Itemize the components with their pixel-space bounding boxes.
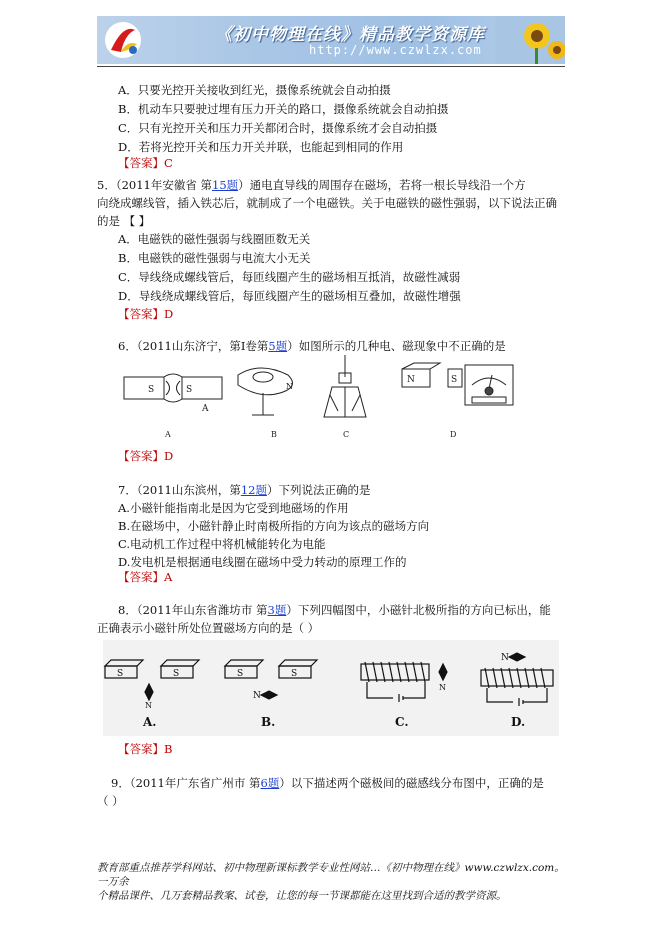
q8-stem-text: 8．（2011年山东省潍坊市 第 bbox=[118, 603, 268, 617]
q4-option-d: D．若将光控开关和压力开关并联，也能起到相同的作用 bbox=[118, 140, 404, 154]
q5-stem-text: ）通电直导线的周围存在磁场，若将一根长导线沿一个方 bbox=[238, 178, 526, 192]
q7-link[interactable]: 12题 bbox=[240, 483, 267, 497]
q9-stem-line1 bbox=[97, 775, 544, 791]
svg-text:N: N bbox=[407, 375, 415, 385]
q6-stem bbox=[118, 338, 506, 354]
q4-option-c: C．只有光控开关和压力开关都闭合时，摄像系统才会自动拍摄 bbox=[118, 121, 438, 135]
q8-fig-label-b: B. bbox=[261, 715, 276, 729]
q5-option-b: B．电磁铁的磁性强弱与电流大小无关 bbox=[118, 251, 311, 265]
q7-stem-text: ）下列说法正确的是 bbox=[266, 483, 371, 497]
svg-text:S: S bbox=[237, 669, 244, 679]
q7-option-b: B.在磁场中，小磁针静止时南极所指的方向为该点的磁场方向 bbox=[118, 519, 430, 533]
svg-text:N: N bbox=[145, 701, 152, 710]
q5-stem-line1 bbox=[97, 177, 526, 193]
q4-option-b: B．机动车只要驶过埋有压力开关的路口，摄像系统就会自动拍摄 bbox=[118, 102, 449, 116]
q6-fig-b-compass bbox=[238, 368, 293, 415]
q6-fig-a-magnets bbox=[124, 374, 222, 414]
q9-stem-text: 9．（2011年广东省广州市 第 bbox=[111, 776, 261, 790]
q5-stem-text: 5．（2011年安徽省 第 bbox=[97, 178, 212, 192]
footer-line-1: 教育部重点推荐学科网站、初中物理新课标教学专业性网站…《初中物理在线》www.czwlzx.com。一万余 bbox=[97, 862, 565, 888]
q4-answer: 【答案】C bbox=[118, 156, 173, 170]
svg-text:S: S bbox=[291, 669, 298, 679]
q5-link[interactable]: 15题 bbox=[212, 178, 239, 192]
q8-fig-label-d: D. bbox=[511, 715, 526, 729]
q6-answer: 【答案】D bbox=[118, 449, 174, 463]
q5-option-d: D．导线绕成螺线管后，每匝线圈产生的磁场相互叠加，故磁性增强 bbox=[118, 289, 461, 303]
q7-option-c: C.电动机工作过程中将机械能转化为电能 bbox=[118, 537, 326, 551]
page-footer bbox=[97, 861, 565, 903]
q8-stem-text: ）下列四幅图中，小磁针北极所指的方向已标出，能 bbox=[286, 603, 551, 617]
q6-fig-c-flask bbox=[324, 355, 366, 417]
q9-stem-text: ）以下描述两个磁极间的磁感线分布图中，正确的是 bbox=[279, 776, 544, 790]
svg-text:S: S bbox=[186, 385, 193, 395]
header-url[interactable]: http://www.czwlzx.com bbox=[309, 43, 482, 57]
q5-option-a: A．电磁铁的磁性强弱与线圈匝数无关 bbox=[118, 232, 311, 246]
sunflower-icon bbox=[495, 16, 565, 64]
q6-stem-text: 6．（2011山东济宁，第Ⅰ卷第 bbox=[118, 339, 269, 353]
q5-answer: 【答案】D bbox=[118, 307, 174, 321]
q5-option-c: C．导线绕成螺线管后，每匝线圈产生的磁场相互抵消，故磁性减弱 bbox=[118, 270, 461, 284]
q7-option-a: A.小磁针能指南北是因为它受到地磁场的作用 bbox=[118, 501, 349, 515]
q6-stem-text: ）如图所示的几种电、磁现象中不正确的是 bbox=[287, 339, 506, 353]
q6-fig-label-c: C bbox=[343, 430, 350, 439]
q8-fig-label-c: C. bbox=[395, 715, 409, 729]
svg-text:N: N bbox=[253, 691, 261, 701]
q8-figure bbox=[103, 640, 559, 736]
q6-fig-d-galvanometer bbox=[402, 363, 513, 405]
q6-link[interactable]: 5题 bbox=[268, 339, 288, 353]
svg-text:N: N bbox=[501, 653, 509, 663]
q7-stem-text: 7．（2011山东滨州，第 bbox=[118, 483, 241, 497]
q6-figure bbox=[120, 355, 530, 445]
svg-text:N: N bbox=[439, 683, 446, 692]
q8-stem-line2: 正确表示小磁针所处位置磁场方向的是（ ） bbox=[97, 621, 320, 635]
footer-line-2: 个精品课件、几万套精品教案、试卷，让您的每一节课都能在这里找到合适的教学资源。 bbox=[97, 890, 507, 902]
q5-stem-line2: 向绕成螺线管，插入铁芯后，就制成了一个电磁铁。关于电磁铁的磁性强弱，以下说法正确 bbox=[97, 196, 557, 210]
svg-text:S: S bbox=[451, 375, 458, 385]
header-title: 《初中物理在线》精品教学资源库 bbox=[215, 25, 485, 45]
q8-fig-label-a: A. bbox=[143, 715, 157, 729]
svg-text:A: A bbox=[202, 404, 209, 414]
q7-option-d: D.发电机是根据通电线圈在磁场中受力转动的原理工作的 bbox=[118, 555, 407, 569]
q9-stem-line2: （ ） bbox=[97, 794, 124, 808]
q6-fig-label-b: B bbox=[271, 430, 277, 439]
q9-link[interactable]: 6题 bbox=[260, 776, 280, 790]
q7-answer: 【答案】A bbox=[118, 570, 173, 584]
q4-option-a: A．只要光控开关接收到红光，摄像系统就会自动拍摄 bbox=[118, 83, 391, 97]
q5-stem-line3: 的是 【 】 bbox=[97, 214, 151, 228]
header-banner bbox=[97, 16, 565, 64]
q8-stem-line1 bbox=[97, 602, 551, 618]
q8-link[interactable]: 3题 bbox=[267, 603, 287, 617]
svg-text:S: S bbox=[117, 669, 124, 679]
q6-fig-label-d: D bbox=[450, 430, 457, 439]
q8-answer: 【答案】B bbox=[118, 742, 173, 756]
site-logo-icon bbox=[103, 20, 143, 60]
q7-stem bbox=[118, 482, 370, 498]
header-divider bbox=[97, 66, 565, 67]
svg-text:S: S bbox=[173, 669, 180, 679]
svg-text:N: N bbox=[286, 382, 293, 391]
q6-fig-label-a: A bbox=[165, 430, 171, 439]
svg-text:S: S bbox=[148, 385, 155, 395]
